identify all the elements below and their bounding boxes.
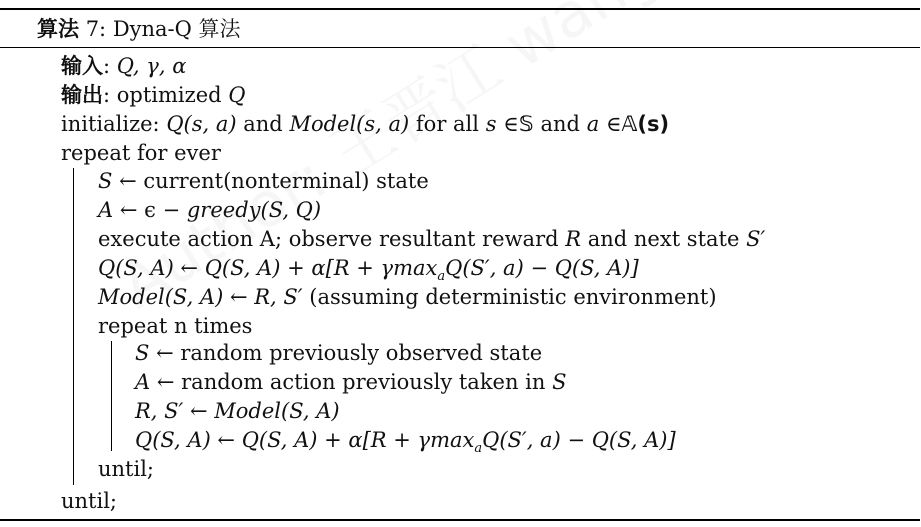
l2-fn: greedy(S, Q)	[186, 198, 322, 222]
top-rule	[0, 8, 920, 10]
init-set-s: 𝕊	[518, 112, 534, 136]
line-execute-action	[98, 224, 765, 254]
line-greedy-action	[98, 195, 321, 225]
l1-var: S	[98, 169, 113, 193]
l4-rhs: Q(S′, a) − Q(S, A)]	[445, 256, 639, 280]
line-random-state	[135, 338, 542, 368]
i3-lhs: R, S′ ←	[135, 399, 208, 423]
algorithm-caption	[37, 14, 241, 44]
input-line: 输入: Q, γ, α	[61, 53, 187, 78]
line-model-lookup	[135, 396, 340, 426]
i3-model: Model(S, A)	[214, 399, 340, 423]
input-label: 输入	[61, 53, 103, 78]
init-and: and	[243, 112, 283, 136]
init-and2: and	[540, 112, 580, 136]
line-inner-q-update	[135, 425, 676, 455]
inner-block-bar	[111, 341, 112, 451]
i2-var: A	[135, 370, 151, 394]
l4-lhs: Q(S, A) ← Q(S, A) + α[R + γmax	[98, 256, 438, 280]
bottom-rule	[0, 519, 920, 521]
init-forall: for all	[415, 112, 479, 136]
repeat-inner-line: repeat n times	[98, 314, 253, 338]
caption-label: 算法	[37, 16, 79, 41]
init-model: Model(s, a)	[289, 112, 410, 136]
l3-a: execute action A; observe resultant reward	[98, 227, 559, 251]
init-s: s ∈	[485, 112, 519, 136]
caption-rule	[0, 47, 920, 48]
l5-arrow: ← R, S′	[229, 285, 303, 309]
i2-s: S	[552, 370, 567, 394]
init-prefix: initialize:	[61, 112, 160, 136]
initialize-line	[61, 109, 669, 139]
l1-rest: ← current(nonterminal) state	[119, 169, 429, 193]
outer-block-bar	[73, 168, 74, 485]
caption-number: 7:	[85, 17, 107, 41]
i4-rhs: Q(S′, a) − Q(S, A)]	[482, 428, 676, 452]
l2-var: A	[98, 198, 114, 222]
repeat-outer-line: repeat for ever	[61, 141, 221, 165]
output-label: 输出	[61, 82, 103, 107]
i1-rest: ← random previously observed state	[156, 341, 543, 365]
input-value: Q, γ, α	[116, 54, 187, 78]
l4-sub: a	[437, 269, 446, 285]
l3-s: S′	[746, 227, 766, 251]
init-q: Q(s, a)	[166, 112, 237, 136]
i2-rest: ← random action previously taken in	[156, 370, 546, 394]
until-inner-line: until;	[98, 457, 154, 481]
l2-arrow: ← ϵ −	[119, 198, 181, 222]
line-q-update	[98, 253, 639, 283]
l5-model: Model(S, A)	[98, 285, 224, 309]
i4-lhs: Q(S, A) ← Q(S, A) + α[R + γmax	[135, 428, 475, 452]
output-var: Q	[228, 83, 246, 107]
init-set-a: 𝔸(s)	[621, 112, 670, 136]
l3-r: R	[565, 227, 582, 251]
i4-sub: a	[474, 441, 483, 457]
line-random-action	[135, 367, 567, 397]
output-text: optimized	[116, 83, 222, 107]
line-model-update	[98, 282, 717, 312]
l3-b: and next state	[587, 227, 740, 251]
i1-var: S	[135, 341, 150, 365]
output-line: 输出: optimized Q	[61, 82, 246, 107]
until-outer-line: until;	[61, 489, 117, 513]
line-current-state	[98, 166, 429, 196]
caption-title: Dyna-Q 算法	[112, 17, 241, 41]
init-a: a ∈	[586, 112, 622, 136]
l5-note: (assuming deterministic environment)	[309, 285, 717, 309]
